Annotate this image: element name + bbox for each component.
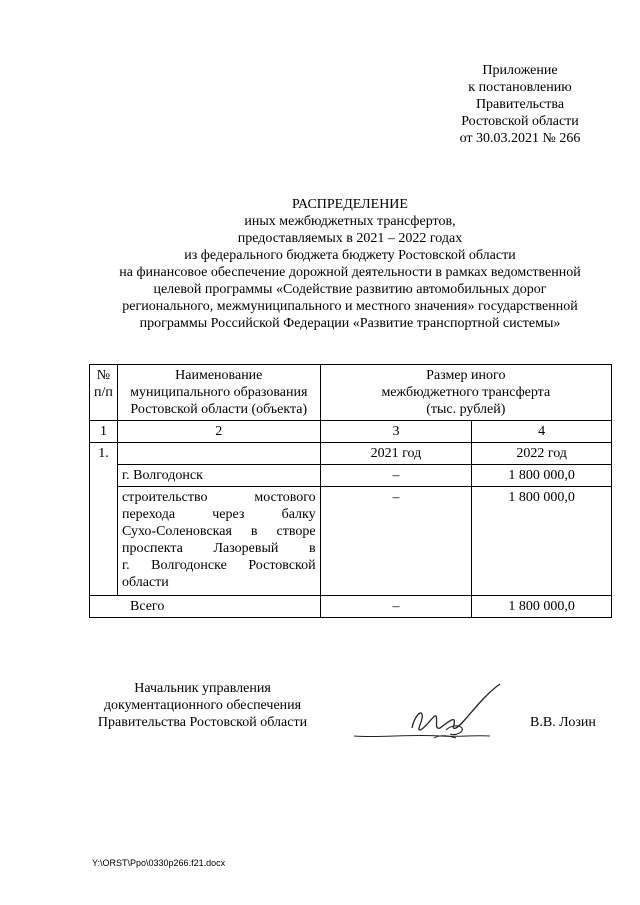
- table-row: [90, 443, 612, 465]
- title-line: целевой программы «Содействие развитию автомобильных дорог: [153, 282, 547, 297]
- city-value-2022: 1 800 000,0: [472, 465, 612, 487]
- row-number: 1.: [90, 443, 118, 596]
- city-name: г. Волгодонск: [117, 465, 320, 487]
- object-value-2021: –: [320, 487, 472, 596]
- total-label: Всего: [90, 596, 321, 618]
- title-line: из федерального бюджета бюджету Ростовской области: [184, 248, 516, 263]
- appendix-block: [440, 62, 600, 147]
- object-line: Сухо-Соленовская в створе: [121, 524, 316, 539]
- header-num-line: п/п: [94, 385, 113, 400]
- column-number: 1: [90, 421, 118, 443]
- appendix-line: Приложение: [482, 63, 558, 78]
- object-name-cell: [117, 487, 320, 596]
- signatory-position: [80, 680, 325, 731]
- column-number-row: [90, 421, 612, 443]
- header-name-line: Ростовской области (объекта): [130, 402, 308, 417]
- title-heading: РАСПРЕДЕЛЕНИЕ: [292, 197, 408, 212]
- header-name-line: муниципального образования: [130, 385, 308, 400]
- object-value-2022: 1 800 000,0: [472, 487, 612, 596]
- appendix-line: Ростовской области: [461, 114, 579, 129]
- header-size-line: Размер иного: [426, 368, 506, 383]
- object-line: перехода через балку: [121, 507, 316, 522]
- object-line: проспекта Лазоревый в: [121, 541, 316, 556]
- position-line: Правительства Ростовской области: [97, 715, 308, 730]
- city-value-2021: –: [320, 465, 472, 487]
- table-header-row: [90, 365, 612, 421]
- title-line: на финансовое обеспечение дорожной деятельности в рамках ведомственной: [119, 265, 581, 280]
- appendix-line: к постановлению: [468, 80, 572, 95]
- year-2021-header: 2021 год: [320, 443, 472, 465]
- header-name-cell: [117, 365, 320, 421]
- table-total-row: [90, 596, 612, 618]
- year-2022-header: 2022 год: [472, 443, 612, 465]
- title-line: регионального, межмуниципального и местного значения» государственной: [122, 299, 578, 314]
- appendix-line: Правительства: [475, 97, 565, 112]
- empty-cell: [117, 443, 320, 465]
- table-row: [90, 465, 612, 487]
- signatory-name: В.В. Лозин: [530, 715, 596, 730]
- header-size-line: межбюджетного трансферта: [381, 385, 551, 400]
- object-line: строительство мостового: [121, 490, 316, 505]
- table-row: [90, 487, 612, 596]
- title-line: предоставляемых в 2021 – 2022 годах: [237, 231, 463, 246]
- header-num-cell: [90, 365, 118, 421]
- object-line: г. Волгодонске Ростовской: [121, 558, 316, 573]
- appendix-line: от 30.03.2021 № 266: [459, 131, 581, 146]
- title-line: иных межбюджетных трансфертов,: [244, 214, 456, 229]
- header-name-line: Наименование: [175, 368, 263, 383]
- column-number: 3: [320, 421, 472, 443]
- column-number: 4: [472, 421, 612, 443]
- object-line: области: [121, 575, 169, 590]
- total-value-2022: 1 800 000,0: [472, 596, 612, 618]
- title-line: программы Российской Федерации «Развитие транспортной системы»: [139, 316, 561, 331]
- total-value-2021: –: [320, 596, 472, 618]
- header-size-cell: [320, 365, 611, 421]
- file-path-footer: Y:\ORST\Ppo\0330p266.f21.docx: [92, 858, 226, 868]
- distribution-table: [89, 364, 612, 618]
- header-num-line: №: [96, 368, 111, 383]
- position-line: документационного обеспечения: [103, 698, 302, 713]
- handwritten-signature: [350, 678, 510, 748]
- column-number: 2: [117, 421, 320, 443]
- header-size-line: (тыс. рублей): [426, 402, 506, 417]
- document-title: [90, 196, 610, 332]
- position-line: Начальник управления: [134, 681, 271, 696]
